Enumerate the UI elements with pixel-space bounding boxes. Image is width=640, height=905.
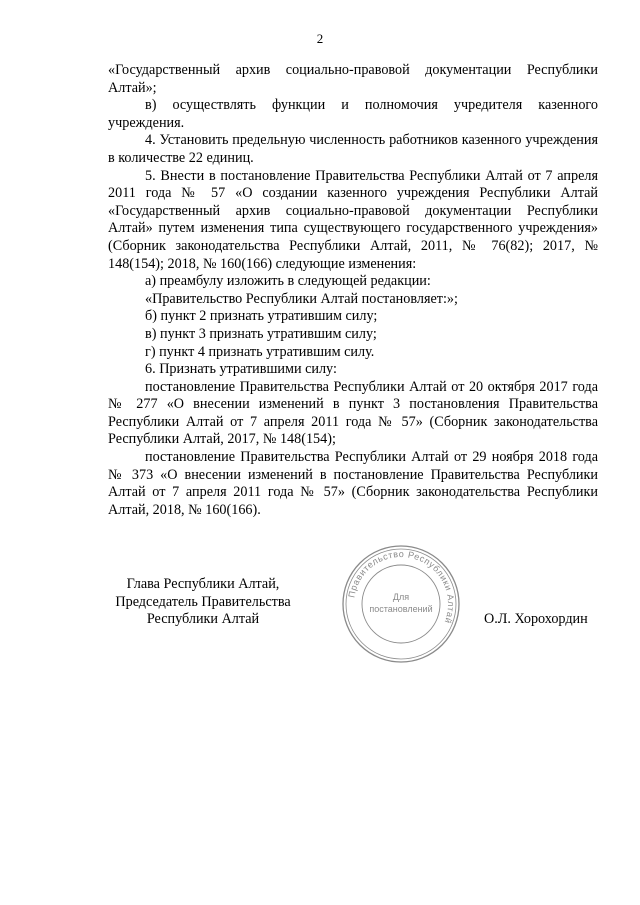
signatory-name: О.Л. Хорохордин (484, 611, 588, 627)
stamp-center-line: Для (392, 592, 410, 602)
paragraph-archive-name: «Государственный архив социально-правовой документации Республики Алтай»; (108, 62, 598, 96)
paragraph-item-5g: г) пункт 4 признать утратившим силу. (145, 343, 375, 360)
signatory-title-line: Глава Республики Алтай, (126, 576, 280, 592)
stamp-center-line: постановлений (369, 604, 433, 614)
paragraph-item-5b: б) пункт 2 признать утратившим силу; (145, 308, 378, 325)
paragraph-item-4: 4. Установить предельную численность работников казенного учреждения в количестве 22 единиц. (108, 132, 598, 166)
paragraph-item-5v: в) пункт 3 признать утратившим силу; (145, 325, 377, 342)
signatory-title-line: Председатель Правительства (115, 593, 291, 610)
paragraph-repeal-2017: постановление Правительства Республики Алтай от 20 октября 2017 года № 277 «О внесении изменений в пункт 3 постановления Правительства Республики Алтай от 7 апреля 2011 года № 57» (Сборник законодательства Республики Алтай, 2017, № 148(154); (108, 378, 598, 448)
paragraph-item-v: в) осуществлять функции и полномочия учредителя казенного учреждения. (108, 97, 598, 131)
document-body (108, 62, 598, 519)
paragraph-repeal-2018: постановление Правительства Республики Алтай от 29 ноября 2018 года № 373 «О внесении изменений в постановление Правительства Республики Алтай от 7 апреля 2011 года № 57» (Сборник законодательства Республики Алтай, 2018, № 160(166). (108, 449, 598, 518)
stamp-ring-text: Правительство Республики Алтай (346, 548, 457, 626)
paragraph-item-5a: а) преамбулу изложить в следующей редакции: (145, 273, 431, 290)
signatory-title (108, 576, 298, 629)
paragraph-item-5: 5. Внести в постановление Правительства Республики Алтай от 7 апреля 2011 года № 57 «О создании казенного учреждения Республики Алтай «Государственный архив социально-правовой документации Республики Алтай» путем изменения типа существующего государственного учреждения» (Сборник законодательства Республики Алтай, 2011, № 76(82); 2017, № 148(154); 2018, № 160(166) следующие изменения: (108, 167, 598, 272)
official-stamp (340, 543, 462, 665)
signatory-title-line: Республики Алтай (146, 611, 260, 628)
page-number: 2 (316, 31, 324, 46)
paragraph-preamble-quote: «Правительство Республики Алтай постановляет:»; (145, 290, 458, 307)
stamp-seal-icon (340, 543, 462, 665)
paragraph-item-6: 6. Признать утратившими силу: (145, 361, 337, 378)
